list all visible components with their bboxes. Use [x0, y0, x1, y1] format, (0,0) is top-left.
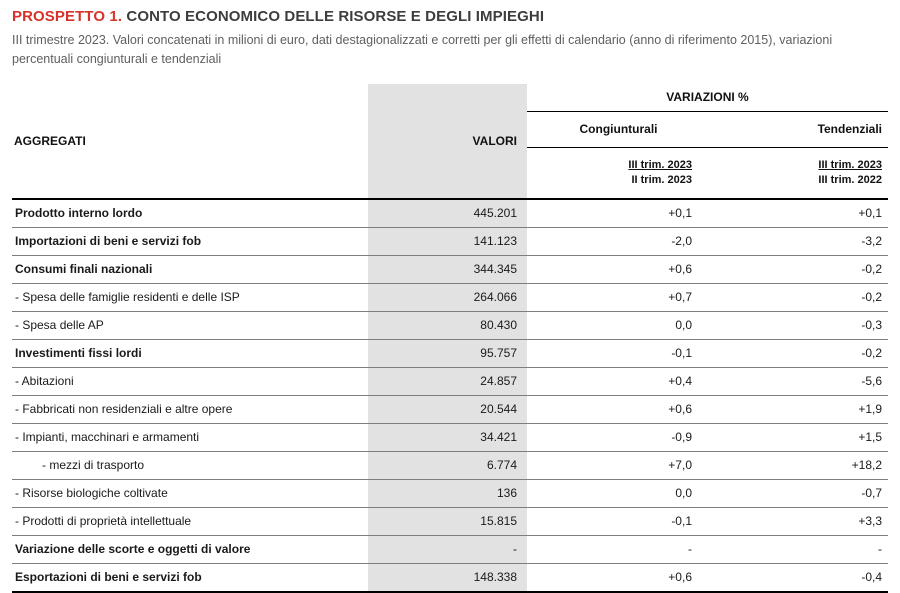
row-congiunturale: -: [527, 535, 710, 563]
row-tendenziale: -3,2: [710, 227, 888, 255]
col-header-variazioni: VARIAZIONI %: [527, 84, 888, 112]
row-label: - mezzi di trasporto: [12, 451, 368, 479]
table-row: [12, 563, 888, 592]
row-label: Investimenti fissi lordi: [12, 339, 368, 367]
row-valori: 148.338: [368, 563, 527, 592]
row-valori: 6.774: [368, 451, 527, 479]
table-row: [12, 199, 888, 228]
table-row: [12, 423, 888, 451]
row-congiunturale: -0,9: [527, 423, 710, 451]
row-valori: 141.123: [368, 227, 527, 255]
page-title: [12, 8, 888, 25]
table-row: [12, 395, 888, 423]
row-valori: 136: [368, 479, 527, 507]
col-header-tendenziali: Tendenziali: [710, 111, 888, 147]
row-congiunturale: 0,0: [527, 479, 710, 507]
conto-economico-table: [12, 84, 888, 593]
row-valori: 24.857: [368, 367, 527, 395]
col-subheader-tendenziali: [710, 147, 888, 199]
row-valori: 95.757: [368, 339, 527, 367]
row-tendenziale: -0,2: [710, 283, 888, 311]
table-row: [12, 255, 888, 283]
row-tendenziale: -0,7: [710, 479, 888, 507]
row-label: - Spesa delle AP: [12, 311, 368, 339]
congiunturali-numerator: III trim. 2023: [628, 158, 692, 171]
col-header-congiunturali: Congiunturali: [527, 111, 710, 147]
row-tendenziale: -0,3: [710, 311, 888, 339]
row-label: Importazioni di beni e servizi fob: [12, 227, 368, 255]
row-tendenziale: -: [710, 535, 888, 563]
row-tendenziale: +0,1: [710, 199, 888, 228]
row-label: - Spesa delle famiglie residenti e delle ISP: [12, 283, 368, 311]
table-row: [12, 479, 888, 507]
col-header-valori: VALORI: [368, 84, 527, 199]
row-label: - Abitazioni: [12, 367, 368, 395]
row-valori: 80.430: [368, 311, 527, 339]
row-congiunturale: +0,6: [527, 255, 710, 283]
congiunturali-denominator: II trim. 2023: [631, 173, 692, 186]
row-tendenziale: +1,9: [710, 395, 888, 423]
table-row: [12, 283, 888, 311]
table-row: [12, 451, 888, 479]
row-label: - Fabbricati non residenziali e altre opere: [12, 395, 368, 423]
row-congiunturale: +0,4: [527, 367, 710, 395]
row-valori: 15.815: [368, 507, 527, 535]
row-congiunturale: +0,6: [527, 395, 710, 423]
row-label: Variazione delle scorte e oggetti di valore: [12, 535, 368, 563]
row-congiunturale: -2,0: [527, 227, 710, 255]
tendenziali-denominator: III trim. 2022: [818, 173, 883, 186]
table-row: [12, 507, 888, 535]
row-congiunturale: +0,1: [527, 199, 710, 228]
table-row: [12, 339, 888, 367]
tendenziali-numerator: III trim. 2023: [818, 158, 883, 171]
row-tendenziale: +18,2: [710, 451, 888, 479]
row-valori: 445.201: [368, 199, 527, 228]
table-row: [12, 367, 888, 395]
row-tendenziale: -0,2: [710, 339, 888, 367]
row-congiunturale: -0,1: [527, 339, 710, 367]
row-tendenziale: -5,6: [710, 367, 888, 395]
row-label: Prodotto interno lordo: [12, 199, 368, 228]
row-congiunturale: +7,0: [527, 451, 710, 479]
row-label: Consumi finali nazionali: [12, 255, 368, 283]
title-rest: CONTO ECONOMICO DELLE RISORSE E DEGLI IMPIEGHI: [122, 8, 545, 25]
row-tendenziale: -0,2: [710, 255, 888, 283]
row-congiunturale: +0,7: [527, 283, 710, 311]
row-valori: 34.421: [368, 423, 527, 451]
row-congiunturale: 0,0: [527, 311, 710, 339]
row-tendenziale: +1,5: [710, 423, 888, 451]
row-label: Esportazioni di beni e servizi fob: [12, 563, 368, 592]
row-valori: 264.066: [368, 283, 527, 311]
page-subtitle: III trimestre 2023. Valori concatenati in milioni di euro, dati destagionalizzati e corretti per gli effetti di calendario (anno di riferimento 2015), variazioni percentuali congiunturali e tendenziali: [12, 33, 833, 67]
row-label: - Risorse biologiche coltivate: [12, 479, 368, 507]
row-valori: -: [368, 535, 527, 563]
title-prefix: PROSPETTO 1.: [12, 8, 123, 25]
table-row: [12, 311, 888, 339]
row-congiunturale: +0,6: [527, 563, 710, 592]
row-valori: 344.345: [368, 255, 527, 283]
table-row: [12, 535, 888, 563]
row-label: - Prodotti di proprietà intellettuale: [12, 507, 368, 535]
row-tendenziale: +3,3: [710, 507, 888, 535]
row-congiunturale: -0,1: [527, 507, 710, 535]
row-valori: 20.544: [368, 395, 527, 423]
row-tendenziale: -0,4: [710, 563, 888, 592]
table-row: [12, 227, 888, 255]
col-subheader-congiunturali: [527, 147, 710, 199]
col-header-aggregati: AGGREGATI: [14, 133, 86, 148]
row-label: - Impianti, macchinari e armamenti: [12, 423, 368, 451]
